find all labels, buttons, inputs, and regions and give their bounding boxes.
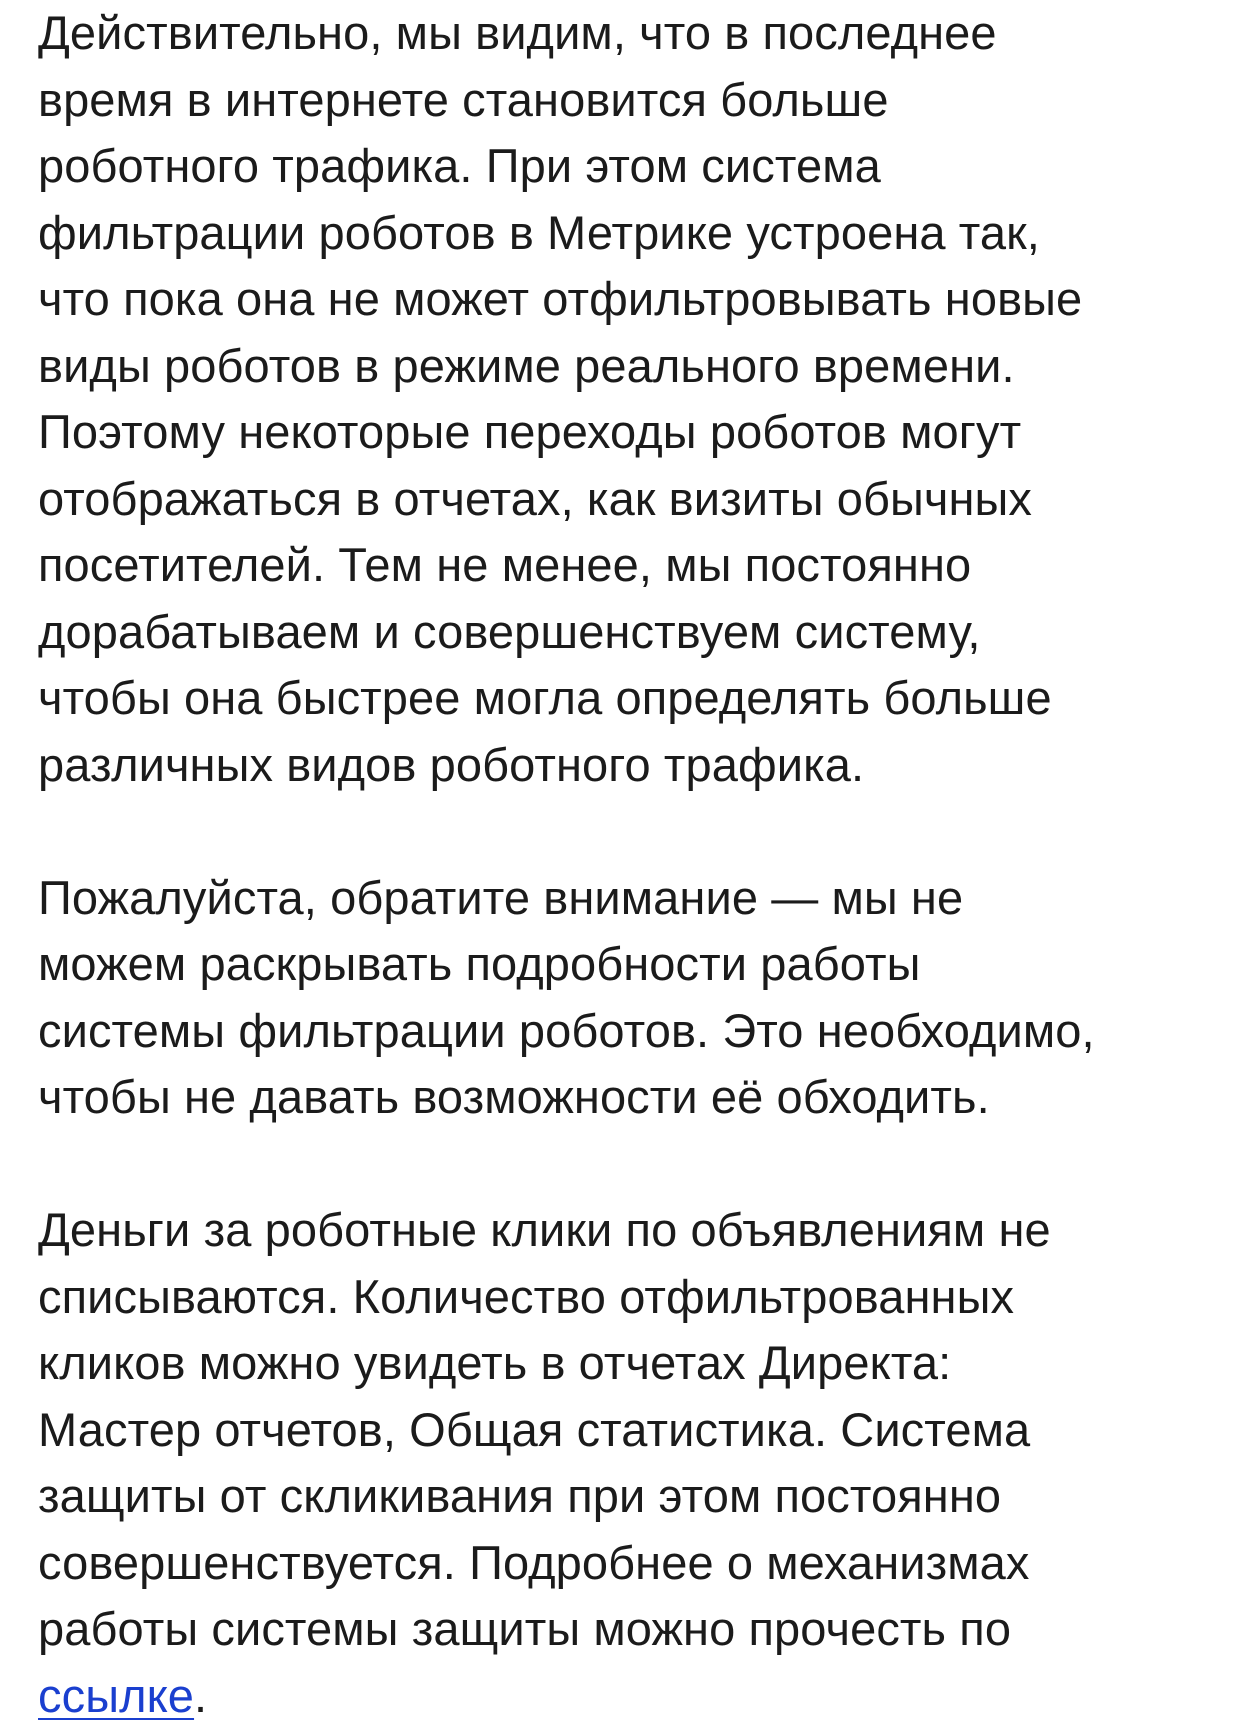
text-line: виды роботов в режиме реального времени.: [38, 333, 1218, 400]
text-line: время в интернете становится больше: [38, 67, 1218, 134]
sentence-end: .: [194, 1669, 207, 1722]
paragraph-robot-traffic: [38, 0, 1218, 798]
message-body: [38, 0, 1218, 1729]
text-line: Пожалуйста, обратите внимание — мы не: [38, 865, 1218, 932]
text-line: Деньги за роботные клики по объявлениям не: [38, 1197, 1218, 1264]
text-line: Действительно, мы видим, что в последнее: [38, 0, 1218, 67]
text-line: дорабатываем и совершенствуем систему,: [38, 599, 1218, 666]
text-line: системы фильтрации роботов. Это необходимо,: [38, 998, 1218, 1065]
text-line: различных видов роботного трафика.: [38, 732, 1218, 799]
text-line: посетителей. Тем не менее, мы постоянно: [38, 532, 1218, 599]
text-line: что пока она не может отфильтровывать новые: [38, 266, 1218, 333]
paragraph-click-billing: [38, 1197, 1218, 1729]
text-line: можем раскрывать подробности работы: [38, 931, 1218, 998]
text-line: отображаться в отчетах, как визиты обычных: [38, 466, 1218, 533]
text-line: Мастер отчетов, Общая статистика. Система: [38, 1397, 1218, 1464]
text-line: роботного трафика. При этом система: [38, 133, 1218, 200]
text-line: защиты от скликивания при этом постоянно: [38, 1463, 1218, 1530]
text-line: фильтрации роботов в Метрике устроена так,: [38, 200, 1218, 267]
text-line-with-link: [38, 1663, 1218, 1729]
text-line: работы системы защиты можно прочесть по: [38, 1596, 1218, 1663]
text-line: чтобы не давать возможности её обходить.: [38, 1064, 1218, 1131]
text-line: кликов можно увидеть в отчетах Директа:: [38, 1330, 1218, 1397]
text-line: Поэтому некоторые переходы роботов могут: [38, 399, 1218, 466]
paragraph-filter-details: [38, 865, 1218, 1131]
text-line: совершенствуется. Подробнее о механизмах: [38, 1530, 1218, 1597]
details-link[interactable]: ссылке: [38, 1669, 194, 1722]
text-line: списываются. Количество отфильтрованных: [38, 1264, 1218, 1331]
text-line: чтобы она быстрее могла определять больше: [38, 665, 1218, 732]
